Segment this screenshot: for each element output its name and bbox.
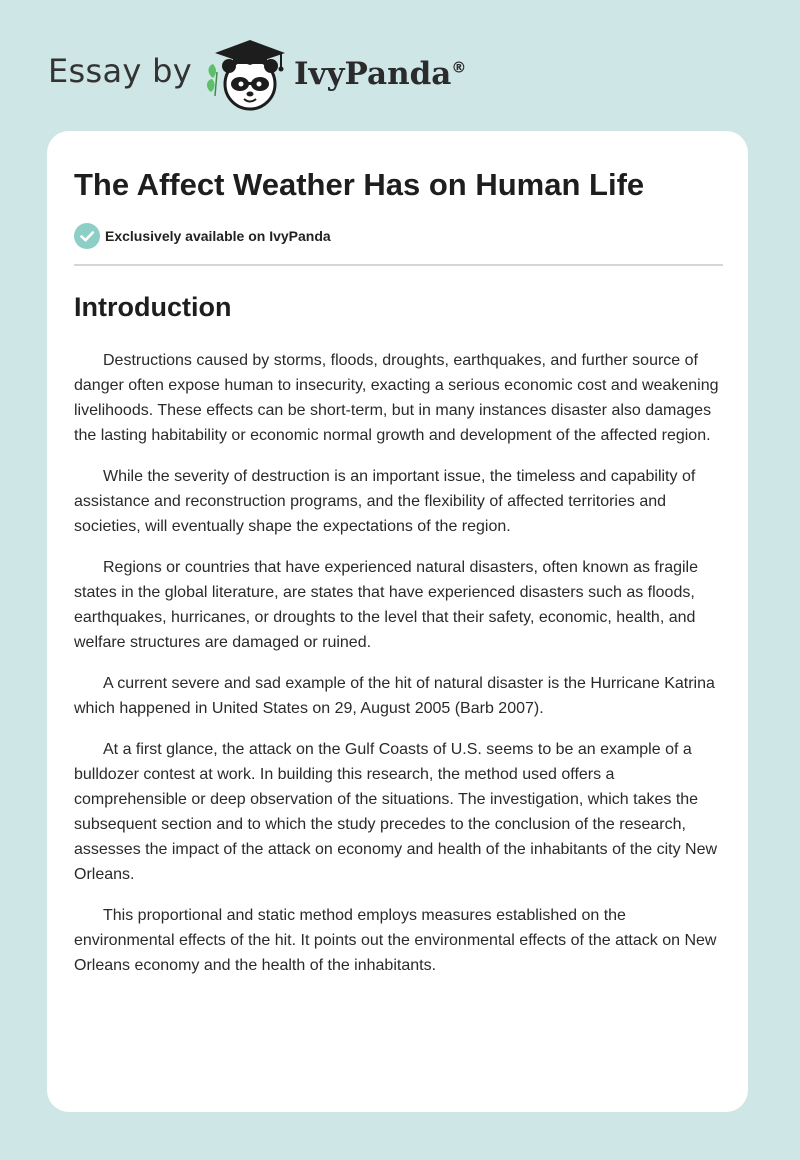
paragraph: Destructions caused by storms, floods, droughts, earthquakes, and further source of danger often expose human to insecurity, exacting a serious economic cost and weakening livelihoods. These effects can be short-term, but in many instances disaster also damages the lasting habitability or economic normal growth and development of the affected region. (74, 352, 719, 444)
brand-name: IvyPanda® (294, 56, 467, 92)
brand-header[interactable] (48, 34, 478, 114)
page-title: The Affect Weather Has on Human Life (74, 167, 645, 202)
paragraph: While the severity of destruction is an important issue, the timeless and capability of assistance and reconstruction programs, and the flexibility of affected territories and societies, will eventually shape the expectations of the region. (74, 468, 696, 535)
essay-body (74, 348, 722, 978)
paragraph: A current severe and sad example of the hit of natural disaster is the Hurricane Katrina which happened in United States on 29, August 2005 (Barb 2007). (74, 675, 715, 717)
exclusive-badge (74, 221, 722, 251)
paragraph: Regions or countries that have experienced natural disasters, often known as fragile states in the global literature, are states that have experienced disasters such as floods, earthquakes, hurricanes, or droughts to the level that their safety, economic, health, and welfare structures are damaged or ruined. (74, 559, 699, 651)
panda-graduate-icon (203, 34, 293, 114)
paragraph: At a first glance, the attack on the Gulf Coasts of U.S. seems to be an example of a bulldozer contest at work. In building this research, the method used offers a comprehensible or deep observation of the situations. The investigation, which takes the subsequent section and to which the study precedes to the conclusion of the research, assesses the impact of the attack on economy and health of the inhabitants of the city New Orleans. (74, 741, 718, 883)
divider (74, 264, 723, 266)
essay-card (47, 131, 748, 1112)
section-heading: Introduction (74, 292, 232, 322)
paragraph: This proportional and static method employs measures established on the environmental effects of the hit. It points out the environmental effects of the attack on New Orleans economy and the health of the inhabitants. (74, 907, 717, 974)
exclusive-badge-text: Exclusively available on IvyPanda (105, 228, 331, 244)
brand-prefix: Essay by (48, 52, 192, 90)
registered-mark: ® (451, 58, 467, 77)
check-circle-icon (74, 223, 100, 249)
